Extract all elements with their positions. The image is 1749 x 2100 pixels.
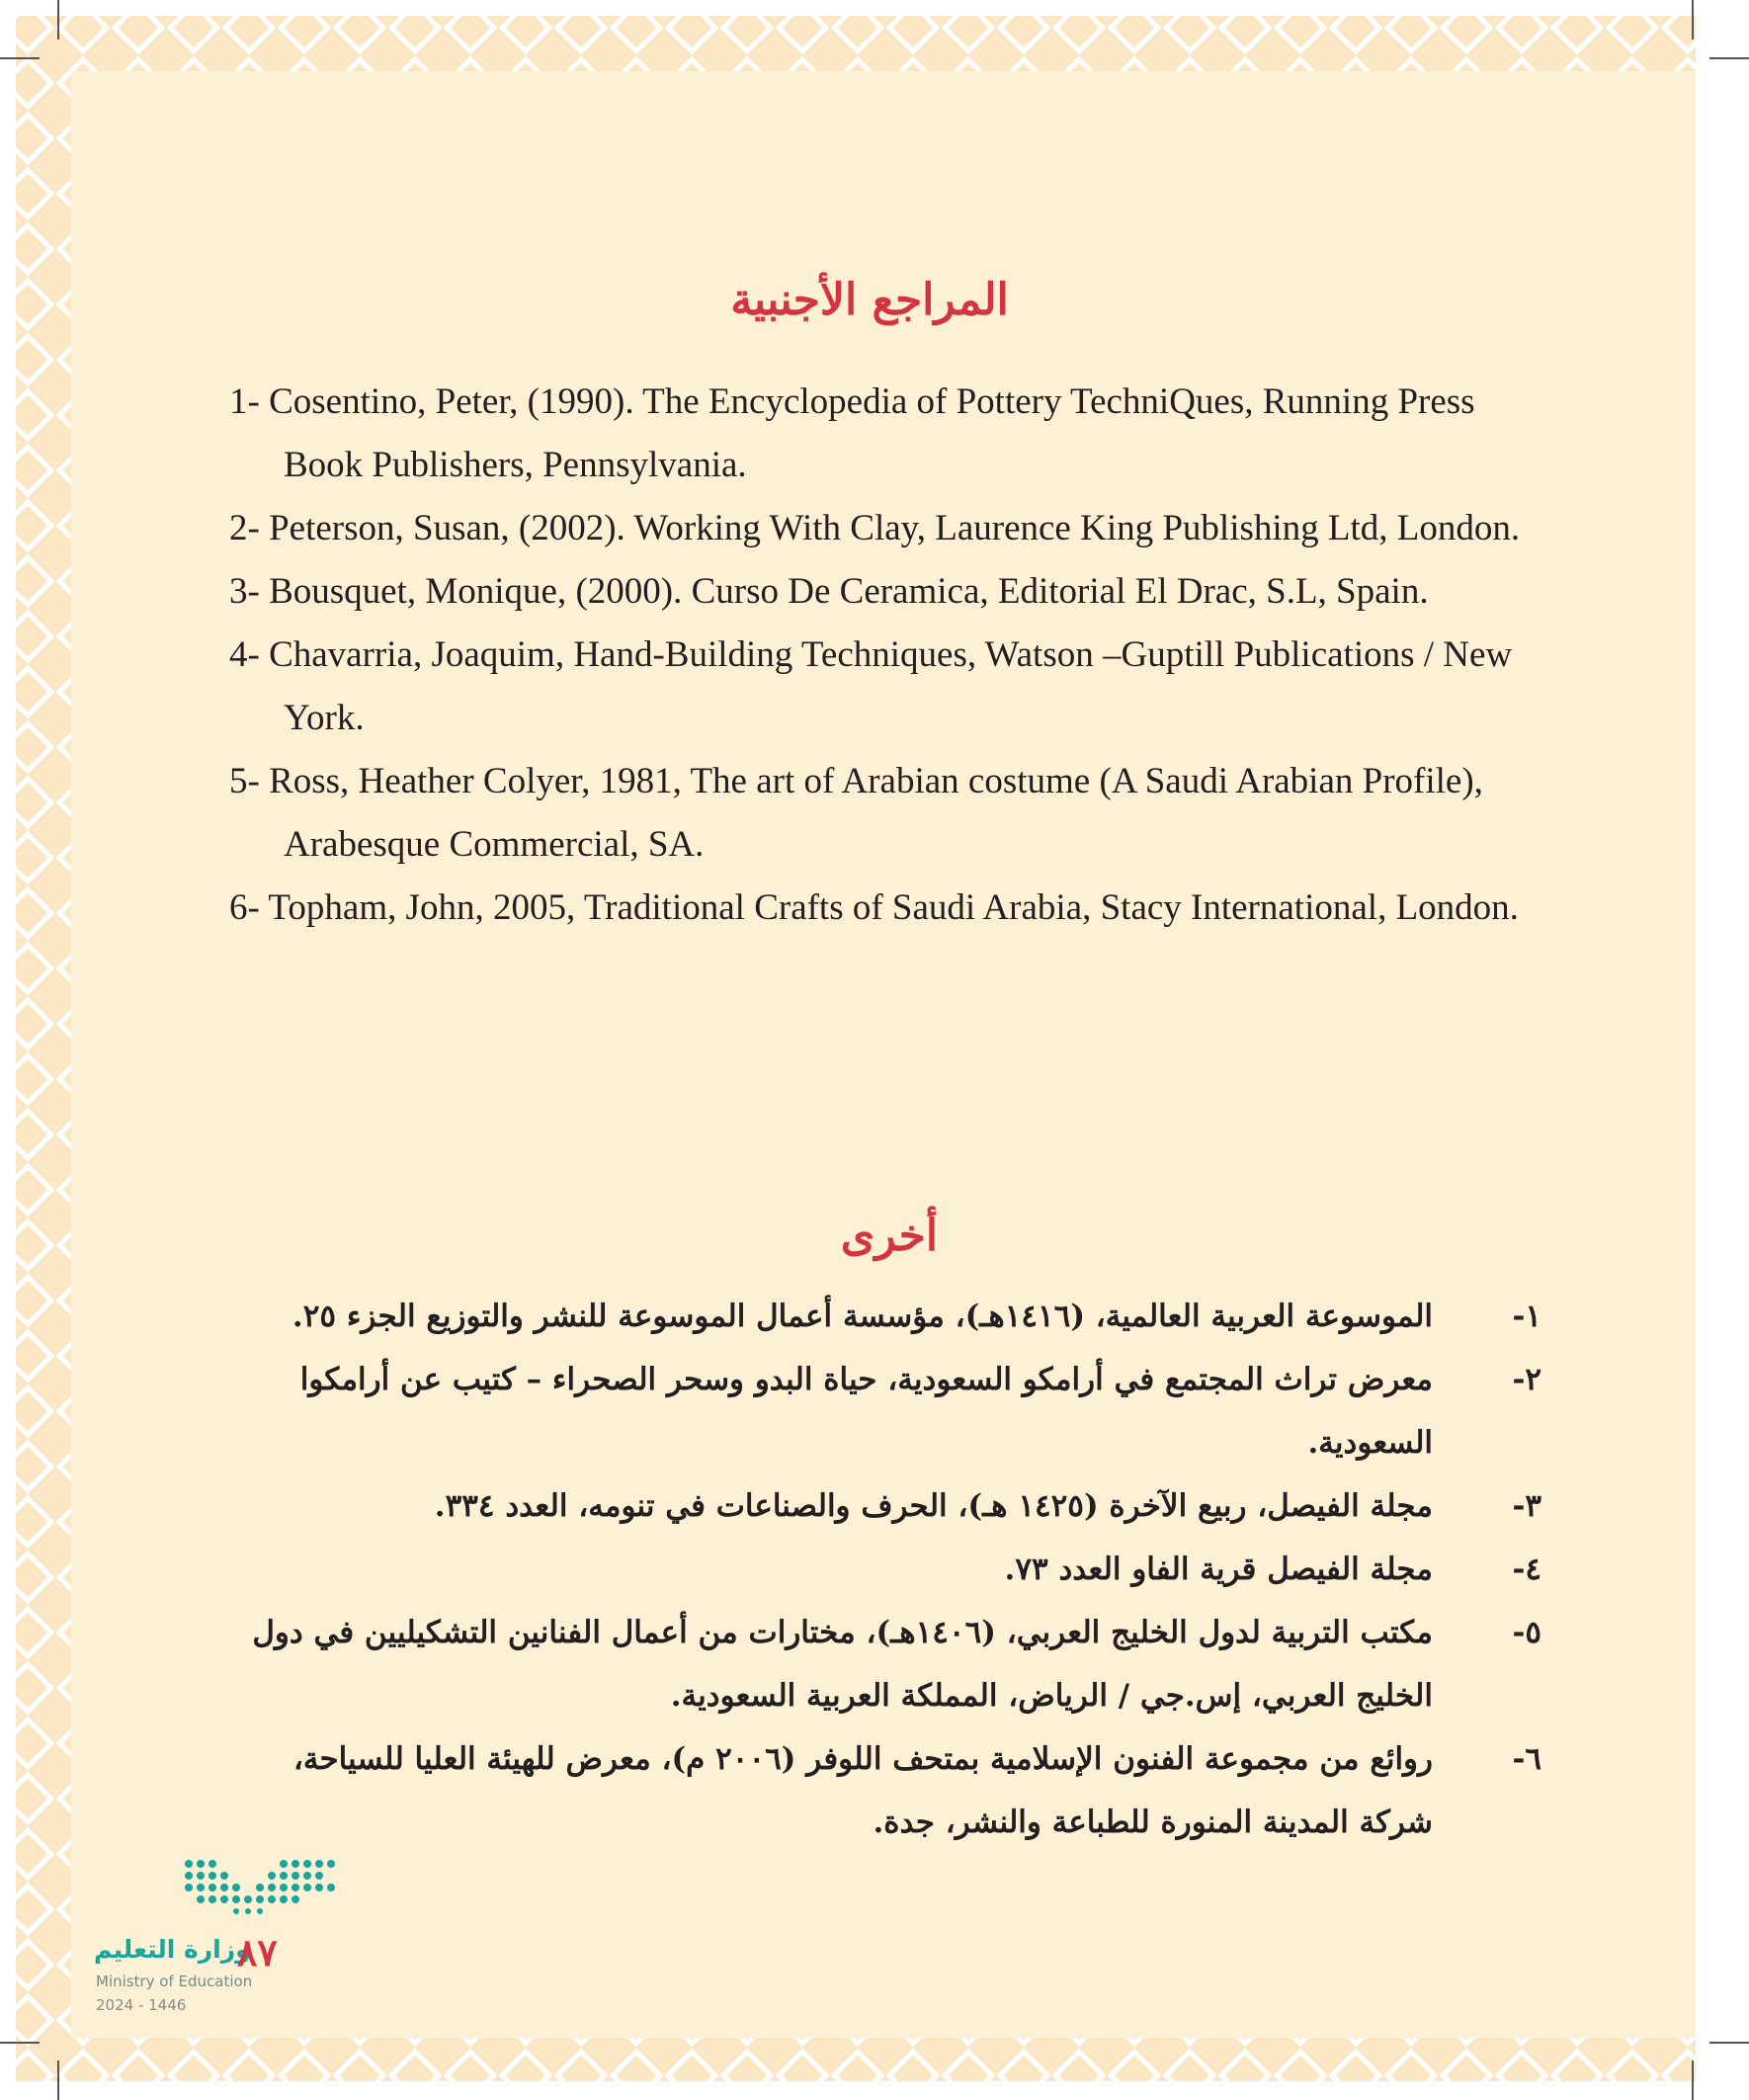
other-references-heading: أخرى xyxy=(840,1211,939,1261)
ministry-logo-icon xyxy=(181,1856,349,1915)
item-text: روائع من مجموعة الفنون الإسلامية بمتحف اللوفر (٢٠٠٦ م)، معرض للهيئة العليا للسياحة، شركة المدينة المنورة للطباعة والنشر، جدة. xyxy=(292,1741,1433,1840)
item-number: ٢- xyxy=(1512,1362,1541,1397)
ministry-name-ar: وزارة التعليم xyxy=(94,1935,251,1964)
item-text: الموسوعة العربية العالمية، (١٤١٦هـ)، مؤسسة أعمال الموسوعة للنشر والتوزيع الجزء ٢٥. xyxy=(292,1299,1433,1334)
reference-item xyxy=(237,1348,1541,1474)
ministry-name-en: Ministry of Education xyxy=(96,1973,253,1990)
item-number: ١- xyxy=(1512,1299,1541,1334)
item-number: ٥- xyxy=(1512,1615,1541,1650)
reference-item: 2- Peterson, Susan, (2002). Working With Clay, Laurence King Publishing Ltd, London. xyxy=(229,508,1521,548)
reference-item xyxy=(237,1538,1541,1601)
footer xyxy=(94,1856,351,2024)
reference-item: 1- Cosentino, Peter, (1990). The Encyclopedia of Pottery TechniQues, Running Press Book Publishers, Pennsylvania. xyxy=(229,381,1475,485)
reference-item xyxy=(237,1474,1541,1538)
page-number: ٨٧ xyxy=(237,1930,278,1974)
reference-item: 3- Bousquet, Monique, (2000). Curso De Ceramica, Editorial El Drac, S.L, Spain. xyxy=(229,571,1429,612)
reference-item xyxy=(237,1601,1541,1727)
item-number: ٣- xyxy=(1512,1488,1541,1524)
reference-item xyxy=(237,1285,1541,1348)
reference-item xyxy=(237,1727,1541,1854)
foreign-references-heading: المراجع الأجنبية xyxy=(730,275,1009,325)
item-text: مجلة الفيصل قرية الفاو العدد ٧٣. xyxy=(1004,1552,1433,1587)
item-text: معرض تراث المجتمع في أرامكو السعودية، حياة البدو وسحر الصحراء – كتيب عن أرامكوا السعودية. xyxy=(299,1362,1433,1461)
item-text: مكتب التربية لدول الخليج العربي، (١٤٠٦هـ)، مختارات من أعمال الفنانين التشكيليين في دول الخليج العربي، إس.جي / الرياض، المملكة العربية السعودية. xyxy=(252,1615,1433,1714)
other-references-list xyxy=(237,1285,1541,1854)
foreign-references-list xyxy=(229,371,1543,940)
edition-year: 2024 - 1446 xyxy=(96,1996,187,2014)
reference-item: 4- Chavarria, Joaquim, Hand-Building Techniques, Watson –Guptill Publications / New York. xyxy=(229,634,1513,738)
item-number: ٤- xyxy=(1512,1552,1541,1587)
item-text: مجلة الفيصل، ربيع الآخرة (١٤٢٥ هـ)، الحرف والصناعات في تنومه، العدد ٣٣٤. xyxy=(434,1488,1433,1524)
reference-item: 5- Ross, Heather Colyer, 1981, The art of Arabian costume (A Saudi Arabian Profile), Arabesque Commercial, SA. xyxy=(229,761,1483,865)
item-number: ٦- xyxy=(1512,1741,1541,1777)
reference-item: 6- Topham, John, 2005, Traditional Crafts of Saudi Arabia, Stacy International, London. xyxy=(229,887,1519,928)
